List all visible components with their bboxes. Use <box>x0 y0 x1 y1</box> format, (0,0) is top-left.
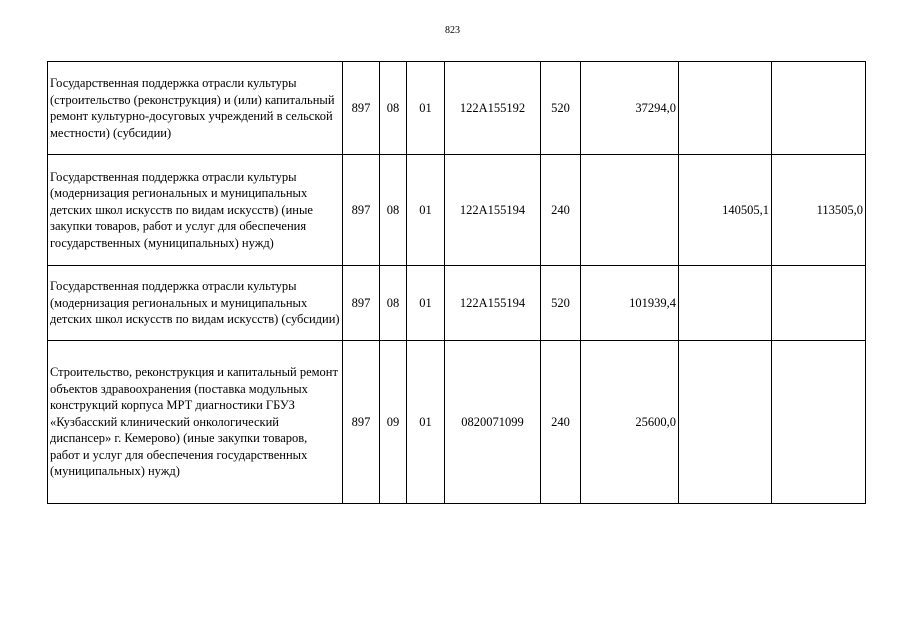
ministry-code: 897 <box>343 266 380 341</box>
amount-1: 25600,0 <box>581 341 679 504</box>
subsection-code: 01 <box>407 155 445 266</box>
table-row <box>48 266 866 341</box>
target-article-code: 122A155194 <box>445 266 541 341</box>
target-article-code: 122A155194 <box>445 155 541 266</box>
row-description: Государственная поддержка отрасли культуры (модернизация региональных и муниципальных детских школ искусств по видам искусств) (субсидии) <box>48 266 343 341</box>
expense-type-code: 240 <box>541 155 581 266</box>
subsection-code: 01 <box>407 266 445 341</box>
row-description: Государственная поддержка отрасли культуры (строительство (реконструкция) и (или) капитальный ремонт культурно-досуговых учреждений в сельской местности) (субсидии) <box>48 62 343 155</box>
amount-1: 101939,4 <box>581 266 679 341</box>
page-number: 823 <box>445 25 460 36</box>
amount-3 <box>772 266 866 341</box>
ministry-code: 897 <box>343 62 380 155</box>
amount-3 <box>772 341 866 504</box>
subsection-code: 01 <box>407 341 445 504</box>
target-article-code: 0820071099 <box>445 341 541 504</box>
table-row <box>48 155 866 266</box>
amount-1: 37294,0 <box>581 62 679 155</box>
row-description: Строительство, реконструкция и капитальный ремонт объектов здравоохранения (поставка модульных конструкций корпуса МРТ диагностики ГБУЗ «Кузбасский клинический онкологический диспансер» г. Кемерово) (иные закупки товаров, работ и услуг для обеспечения государственных (муниципальных) нужд) <box>48 341 343 504</box>
expense-type-code: 520 <box>541 62 581 155</box>
expense-type-code: 240 <box>541 341 581 504</box>
amount-3 <box>772 62 866 155</box>
ministry-code: 897 <box>343 155 380 266</box>
amount-2 <box>679 266 772 341</box>
budget-table <box>47 61 866 504</box>
amount-2: 140505,1 <box>679 155 772 266</box>
table-row <box>48 62 866 155</box>
ministry-code: 897 <box>343 341 380 504</box>
amount-3: 113505,0 <box>772 155 866 266</box>
section-code: 08 <box>380 266 407 341</box>
subsection-code: 01 <box>407 62 445 155</box>
section-code: 08 <box>380 62 407 155</box>
amount-2 <box>679 62 772 155</box>
section-code: 08 <box>380 155 407 266</box>
table-row <box>48 341 866 504</box>
amount-1 <box>581 155 679 266</box>
target-article-code: 122A155192 <box>445 62 541 155</box>
amount-2 <box>679 341 772 504</box>
section-code: 09 <box>380 341 407 504</box>
expense-type-code: 520 <box>541 266 581 341</box>
row-description: Государственная поддержка отрасли культуры (модернизация региональных и муниципальных детских школ искусств по видам искусств) (иные закупки товаров, работ и услуг для обеспечения государственных (муниципальных) нужд) <box>48 155 343 266</box>
